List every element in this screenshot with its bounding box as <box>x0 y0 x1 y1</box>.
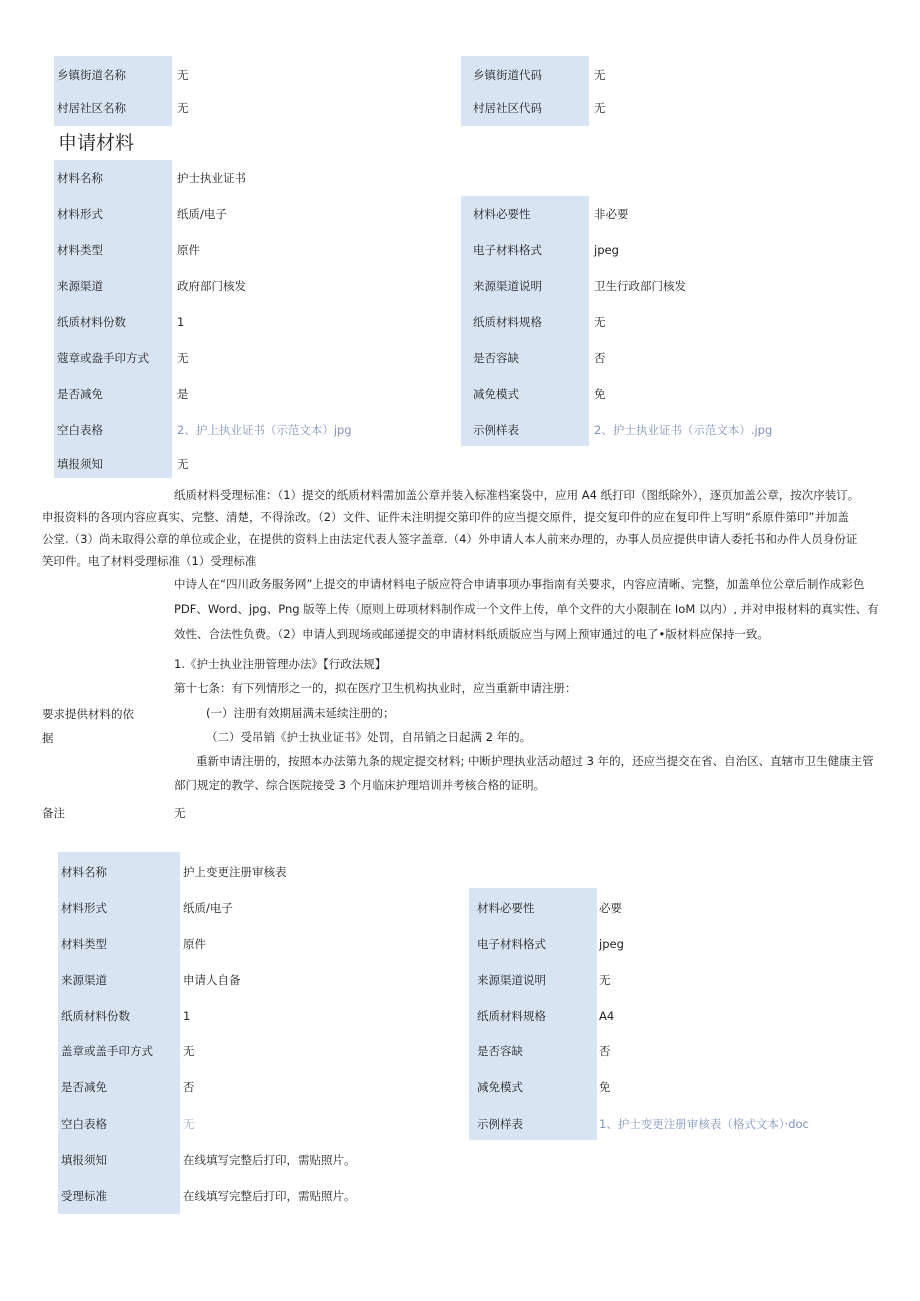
electronic-standard-line: PDF、Word、jpg、Png 版等上传（原则上毋项材料制作成一个文件上传，单个文件的大小限制在 IoM 以内）, 并对申报材料的真实性、有 <box>174 602 879 616</box>
field-label: 来源渠道 <box>61 973 107 987</box>
basis-title: 1.《护士执业注册管理办法》【行政法规】 <box>174 657 387 671</box>
paper-standard-line: 笑印件。电了材料受理标准（1）受理标准 <box>42 554 257 568</box>
blank-form-value: 无 <box>183 1117 195 1131</box>
field-label: 是否减免 <box>57 387 103 401</box>
field-label: 来源渠道说明 <box>473 279 542 293</box>
field-label: 填报须知 <box>57 457 103 471</box>
basis-paragraph: 重新申请注册的，按照本办法第九条的规定提交材料; 中断护理执业活动超过 3 年的，还应当提交在省、自治区、直辖市卫生健康主管 <box>196 754 874 768</box>
field-value: 原件 <box>183 937 206 951</box>
field-value: 纸质/电子 <box>177 207 227 221</box>
field-value: 纸质/电子 <box>183 901 233 915</box>
section-title: 申请材料 <box>58 132 135 154</box>
field-label: 受理标准 <box>61 1189 107 1203</box>
field-label: 电子材料格式 <box>473 243 542 257</box>
field-label: 盖章或盖手印方式 <box>61 1044 153 1058</box>
field-value: 否 <box>599 1044 611 1058</box>
field-value: 免 <box>599 1080 611 1094</box>
field-value: jpeg <box>594 243 619 257</box>
field-label: 村居社区名称 <box>57 101 126 115</box>
field-label: 是否减免 <box>61 1080 107 1094</box>
electronic-standard-line: 效性、合法性负费。（2）申请人到现场或邮递提交的申请材料纸质版应当与网上预审通过的电了•版材料应保持一致。 <box>174 627 769 641</box>
field-label: 纸质材料份数 <box>57 315 126 329</box>
paper-standard-line: 申报资料的各项内容应真实、完整、清楚，不得涂改。（2）文件、证件未注明提交第印件的应当提交原件，提交复印件的应在复印件上写明“系原件第印”并加盖 <box>42 510 849 524</box>
basis-label: 要求提供材料的依 <box>42 707 134 721</box>
basis-article: 第十七条：有下列情形之一的，拟在医疗卫生机构执业时，应当重新申请注册： <box>174 681 577 695</box>
field-label: 材料类型 <box>57 243 103 257</box>
field-value: 卫生行政部门核发 <box>594 279 686 293</box>
field-value: 无 <box>177 351 189 365</box>
field-value: 无 <box>177 101 189 115</box>
field-value: 无 <box>599 973 611 987</box>
field-value: 无 <box>177 68 189 82</box>
field-label: 纸质材料规格 <box>477 1009 546 1023</box>
field-label: 示例样表 <box>473 423 519 437</box>
field-label: 示例样表 <box>477 1117 523 1131</box>
blank-form-link[interactable]: 2、护上执业证书（示范文本）jpg <box>177 423 352 437</box>
field-value: 原件 <box>177 243 200 257</box>
field-value: A4 <box>599 1009 615 1023</box>
field-label: 是否容缺 <box>473 351 519 365</box>
field-value: 无 <box>594 68 606 82</box>
field-value: 否 <box>183 1080 195 1094</box>
field-value: 是 <box>177 387 189 401</box>
field-label: 材料必要性 <box>477 901 535 915</box>
field-label: 空白表格 <box>61 1117 107 1131</box>
field-value: 免 <box>594 387 606 401</box>
field-label: 蔻章或盎手印方式 <box>57 351 149 365</box>
field-label: 材料形式 <box>57 207 103 221</box>
field-label: 减免模式 <box>473 387 519 401</box>
field-value: 1 <box>177 315 185 329</box>
field-label: 纸质材料规格 <box>473 315 542 329</box>
basis-paragraph: 部门规定的教学、综合医院接受 3 个月临床护理培训并考核合格的证明。 <box>174 778 546 792</box>
field-value: 非必要 <box>594 207 629 221</box>
field-label: 减免模式 <box>477 1080 523 1094</box>
field-value: 1 <box>183 1009 191 1023</box>
electronic-standard-line: 中诗人在“四川政务服务网”上提交的申请材料电子版应符合申请事项办事指南有关要求，内容应清晰、完整，加盖单位公章后制作成彩色 <box>174 577 865 591</box>
field-value: 无 <box>594 315 606 329</box>
field-label: 材料必要性 <box>473 207 531 221</box>
field-label: 乡镇街道代码 <box>473 68 542 82</box>
field-value: 否 <box>594 351 606 365</box>
field-label: 空白表格 <box>57 423 103 437</box>
field-value: 无 <box>177 457 189 471</box>
field-value: 护上变更注册审核表 <box>183 865 287 879</box>
field-label: 材料名称 <box>61 865 107 879</box>
field-value: 无 <box>594 101 606 115</box>
paper-standard-line: 纸质材料受理标准：（1）提交的纸质材料需加盖公章并装入标准档案袋中，应用 A4 纸打印（图纸除外），逐页加盖公章，按次序装订。 <box>174 488 860 502</box>
field-label: 填报须知 <box>61 1153 107 1167</box>
field-label: 是否容缺 <box>477 1044 523 1058</box>
remark-value: 无 <box>174 806 186 820</box>
basis-item: （二）受吊销《护士执业证书》处罚，自吊销之日起满 2 年的。 <box>206 730 532 744</box>
field-label: 材料名称 <box>57 171 103 185</box>
field-label: 村居社区代码 <box>473 101 542 115</box>
field-value: 在线填写完整后打印，需贴照片。 <box>183 1153 356 1167</box>
basis-label: 据 <box>42 731 54 745</box>
field-value: 无 <box>183 1044 195 1058</box>
field-value: 必要 <box>599 901 622 915</box>
field-label: 材料类型 <box>61 937 107 951</box>
basis-item: (一）注册有效期届满未延续注册的； <box>206 706 395 720</box>
field-label: 纸质材料份数 <box>61 1009 130 1023</box>
field-value: 在线填写完整后打印，需贴照片。 <box>183 1189 356 1203</box>
remark-label: 备注 <box>42 806 65 820</box>
sample-form-link[interactable]: 2、护士执业证书（示范文本）.jpg <box>594 423 773 437</box>
paper-standard-line: 公堂.（3）尚未取得公章的单位或企业，在提供的资料上由法定代表人签字盖章.（4）外申请人本人前来办理的，办事人员应提供申请人委托书和办件人员身份证 <box>42 532 858 546</box>
field-label: 来源渠道说明 <box>477 973 546 987</box>
field-label: 乡镇街道名称 <box>57 68 126 82</box>
field-value: 政府部门核发 <box>177 279 246 293</box>
sample-form-link[interactable]: 1、护士变更注册审核表（格式文本）·doc <box>599 1117 809 1131</box>
field-label: 材料形式 <box>61 901 107 915</box>
field-value: jpeg <box>599 937 624 951</box>
field-value: 申请人自备 <box>183 973 241 987</box>
field-label: 电子材料格式 <box>477 937 546 951</box>
field-value: 护士执业证书 <box>177 171 246 185</box>
field-label: 来源渠道 <box>57 279 103 293</box>
